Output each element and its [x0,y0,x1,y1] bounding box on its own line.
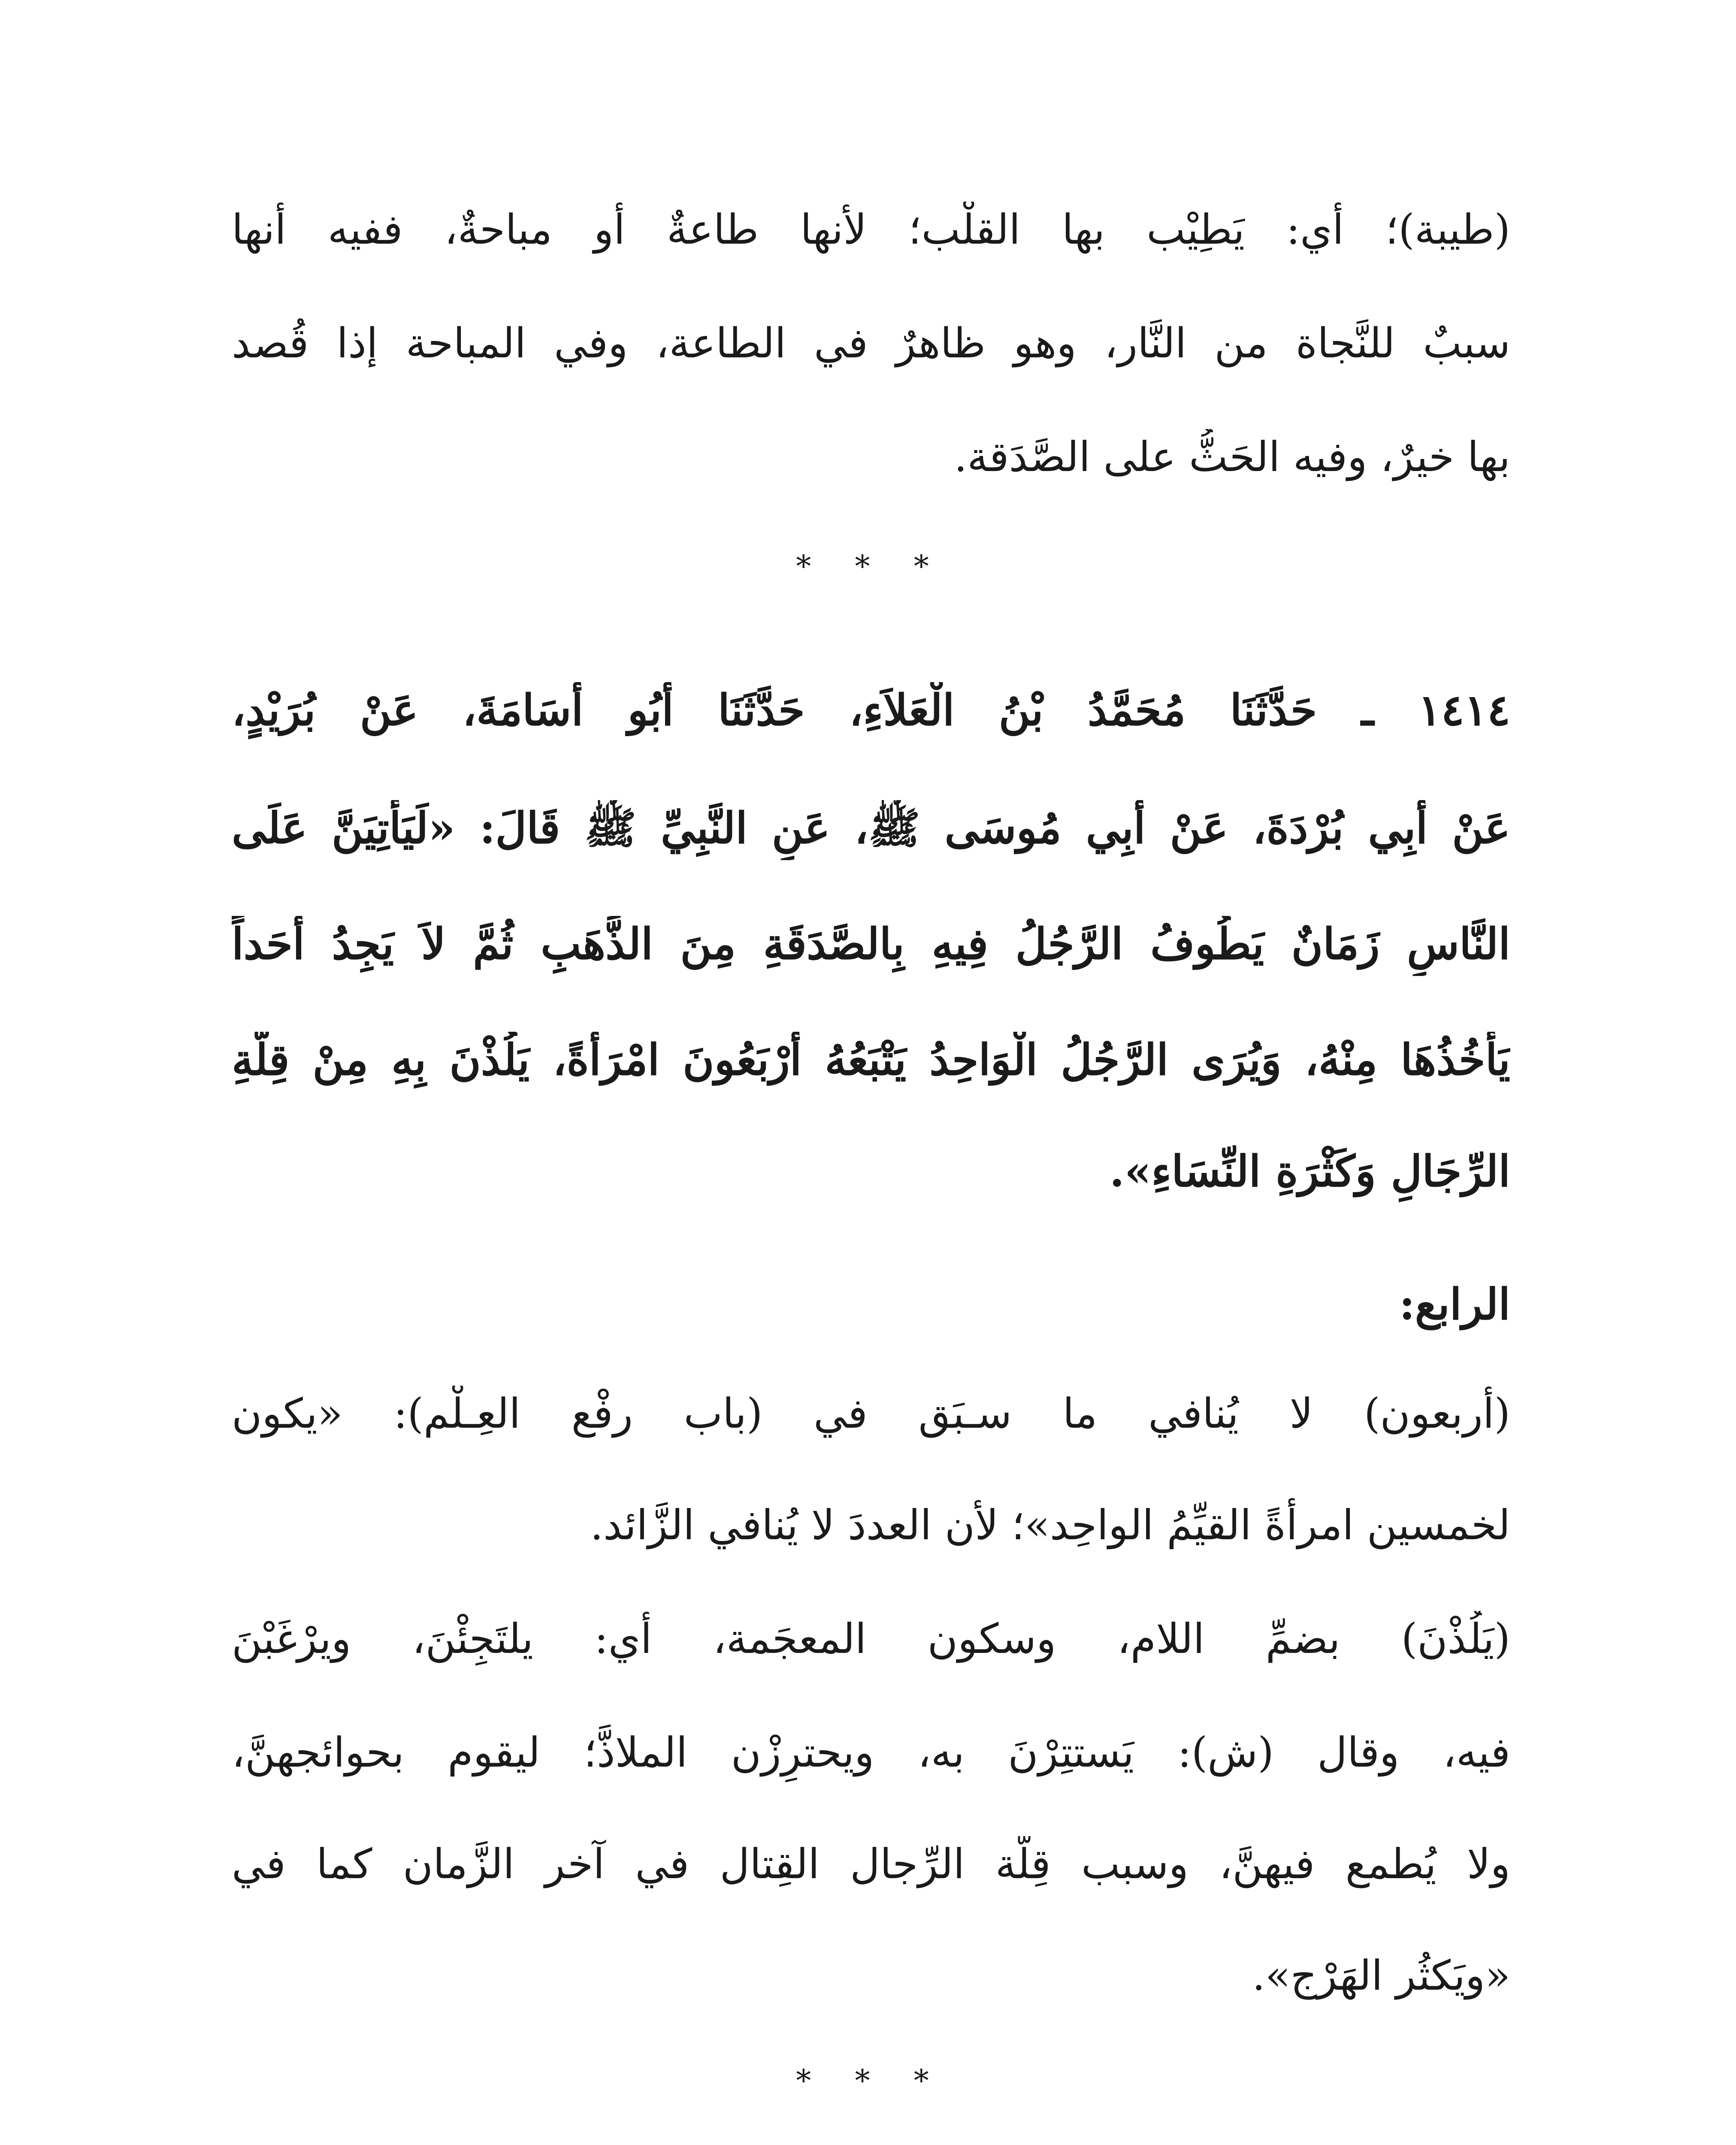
text-line: (يَلُذْنَ) بضمِّ اللام، وسكون المعجَمة، أي: يلتَجِئْنَ، ويرْغَبْنَ [232,1615,1510,1663]
hadith-line: عَنْ أَبِي بُرْدَةَ، عَنْ أَبِي مُوسَى ﷺ، عَنِ النَّبِيِّ ﷺ قَالَ: «لَيَأْتِيَنَّ عَلَى [232,803,1510,853]
text-line: بها خيرٌ، وفيه الحَثُّ على الصَّدَقة. [954,433,1510,481]
text-line: سببٌ للنَّجاة من النَّار، وهو ظاهرٌ في الطاعة، وفي المباحة إذا قُصد [232,319,1510,367]
hadith-line: ١٤١٤ ـ حَدَّثَنَا مُحَمَّدُ بْنُ الْعَلاَءِ، حَدَّثَنَا أَبُو أُسَامَةَ، عَنْ بُرَيْدٍ، [232,685,1510,735]
book-page [232,0,1510,2145]
text-line: لخمسين امرأةً القيِّمُ الواحِد»؛ لأن العددَ لا يُنافي الزَّائد. [590,1501,1510,1549]
section-separator: * * * [796,2063,946,2098]
hadith-line: يَأْخُذُهَا مِنْهُ، وَيُرَى الرَّجُلُ الْوَاحِدُ يَتْبَعُهُ أَرْبَعُونَ امْرَأَةً، يَلُذْنَ بِهِ مِنْ قِلَّةِ [232,1034,1510,1085]
hadith-line: النَّاسِ زَمَانٌ يَطُوفُ الرَّجُلُ فِيهِ بِالصَّدَقَةِ مِنَ الذَّهَبِ ثُمَّ لاَ يَجِدُ أَحَداً [232,918,1510,969]
text-line: (أربعون) لا يُنافي ما سـبَق في (باب رفْع العِـلْم): «يكون [232,1390,1510,1438]
section-separator: * * * [796,549,946,584]
text-line: فيه، وقال (ش): يَستتِرْنَ به، ويحترِزْن الملاذَّ؛ ليقوم بحوائجهنَّ، [232,1728,1510,1776]
hadith-line: الرِّجَالِ وَكَثْرَةِ النِّسَاءِ». [1109,1146,1510,1196]
text-line: (طيبة)؛ أي: يَطِيْب بها القلْب؛ لأنها طاعةٌ أو مباحةٌ، ففيه أنها [232,205,1510,254]
text-line: ولا يُطمع فيهنَّ، وسبب قِلَّة الرِّجال القِتال في آخر الزَّمان كما في [232,1840,1510,1888]
text-line: «ويَكثُر الهَرْج». [1252,1952,1510,2000]
section-heading: الرابع: [1399,1279,1510,1329]
